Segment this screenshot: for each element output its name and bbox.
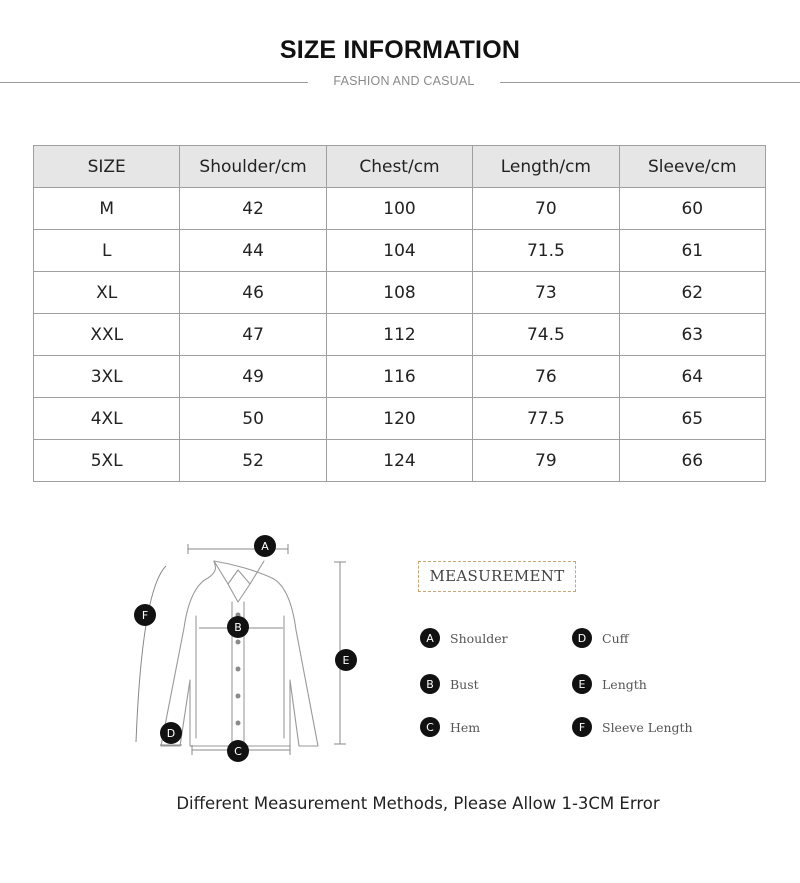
legend-item-length <box>572 673 647 695</box>
table-row <box>34 314 766 356</box>
legend-label: Shoulder <box>450 630 508 646</box>
column-header: Shoulder/cm <box>180 146 326 188</box>
table-cell: 49 <box>180 356 326 398</box>
button-dot <box>236 640 241 645</box>
marker-a <box>254 535 276 557</box>
table-cell: 74.5 <box>473 314 619 356</box>
table-cell: 108 <box>326 272 472 314</box>
marker-e <box>335 649 357 671</box>
table-cell: 50 <box>180 398 326 440</box>
marker-b <box>227 616 249 638</box>
table-cell: 46 <box>180 272 326 314</box>
legend-label: Cuff <box>602 630 629 646</box>
measurement-error-note: Different Measurement Methods, Please Allow 1-3CM Error <box>176 794 660 813</box>
table-cell: 124 <box>326 440 472 482</box>
table-cell: XL <box>34 272 180 314</box>
table-cell: 47 <box>180 314 326 356</box>
table-cell: 100 <box>326 188 472 230</box>
marker-c-icon: C <box>420 717 440 737</box>
column-header: Chest/cm <box>326 146 472 188</box>
shirt-outline <box>161 561 318 746</box>
button-dot <box>236 694 241 699</box>
sleeve-measure-line <box>136 566 166 742</box>
svg-text:B: B <box>234 621 242 634</box>
marker-a-icon: A <box>420 628 440 648</box>
table-cell: 63 <box>619 314 765 356</box>
table-cell: 66 <box>619 440 765 482</box>
table-cell: 52 <box>180 440 326 482</box>
marker-b-icon: B <box>420 674 440 694</box>
svg-text:E: E <box>342 654 350 667</box>
table-row <box>34 398 766 440</box>
table-row <box>34 356 766 398</box>
marker-d-icon: D <box>572 628 592 648</box>
measurement-heading: MEASUREMENT <box>418 561 576 592</box>
button-dot <box>236 667 241 672</box>
legend-label: Sleeve Length <box>602 719 693 735</box>
marker-d <box>160 722 182 744</box>
table-cell: 104 <box>326 230 472 272</box>
page-subtitle: FASHION AND CASUAL <box>333 74 475 88</box>
table-cell: XXL <box>34 314 180 356</box>
table-cell: 79 <box>473 440 619 482</box>
legend-item-cuff <box>572 627 629 649</box>
table-cell: 112 <box>326 314 472 356</box>
title-divider-left <box>0 82 308 83</box>
svg-text:F: F <box>141 609 149 622</box>
table-cell: 5XL <box>34 440 180 482</box>
column-header: SIZE <box>34 146 180 188</box>
legend-label: Length <box>602 676 647 692</box>
legend-item-sleeve-length <box>572 716 693 738</box>
table-cell: 64 <box>619 356 765 398</box>
legend-item-bust <box>420 673 479 695</box>
table-cell: 120 <box>326 398 472 440</box>
title-divider-right <box>500 82 800 83</box>
table-cell: M <box>34 188 180 230</box>
svg-text:D: D <box>166 727 176 740</box>
table-cell: 60 <box>619 188 765 230</box>
table-cell: 65 <box>619 398 765 440</box>
legend-label: Bust <box>450 676 479 692</box>
legend-item-shoulder <box>420 627 508 649</box>
table-cell: 4XL <box>34 398 180 440</box>
table-cell: 62 <box>619 272 765 314</box>
column-header: Length/cm <box>473 146 619 188</box>
svg-text:C: C <box>234 745 242 758</box>
table-cell: 77.5 <box>473 398 619 440</box>
legend-item-hem <box>420 716 480 738</box>
button-dot <box>236 721 241 726</box>
size-table <box>33 145 766 482</box>
svg-text:A: A <box>261 540 269 553</box>
marker-c <box>227 740 249 762</box>
table-cell: 71.5 <box>473 230 619 272</box>
table-cell: 3XL <box>34 356 180 398</box>
column-header: Sleeve/cm <box>619 146 765 188</box>
table-cell: 76 <box>473 356 619 398</box>
table-row <box>34 272 766 314</box>
table-row <box>34 188 766 230</box>
table-row <box>34 230 766 272</box>
table-cell: L <box>34 230 180 272</box>
marker-e-icon: E <box>572 674 592 694</box>
table-cell: 42 <box>180 188 326 230</box>
table-cell: 61 <box>619 230 765 272</box>
shirt-measurement-diagram <box>0 520 400 780</box>
table-row <box>34 440 766 482</box>
page-title: SIZE INFORMATION <box>279 36 521 64</box>
table-header-row <box>34 146 766 188</box>
marker-f <box>134 604 156 626</box>
table-cell: 70 <box>473 188 619 230</box>
marker-f-icon: F <box>572 717 592 737</box>
table-cell: 44 <box>180 230 326 272</box>
table-cell: 116 <box>326 356 472 398</box>
legend-label: Hem <box>450 719 481 735</box>
table-cell: 73 <box>473 272 619 314</box>
